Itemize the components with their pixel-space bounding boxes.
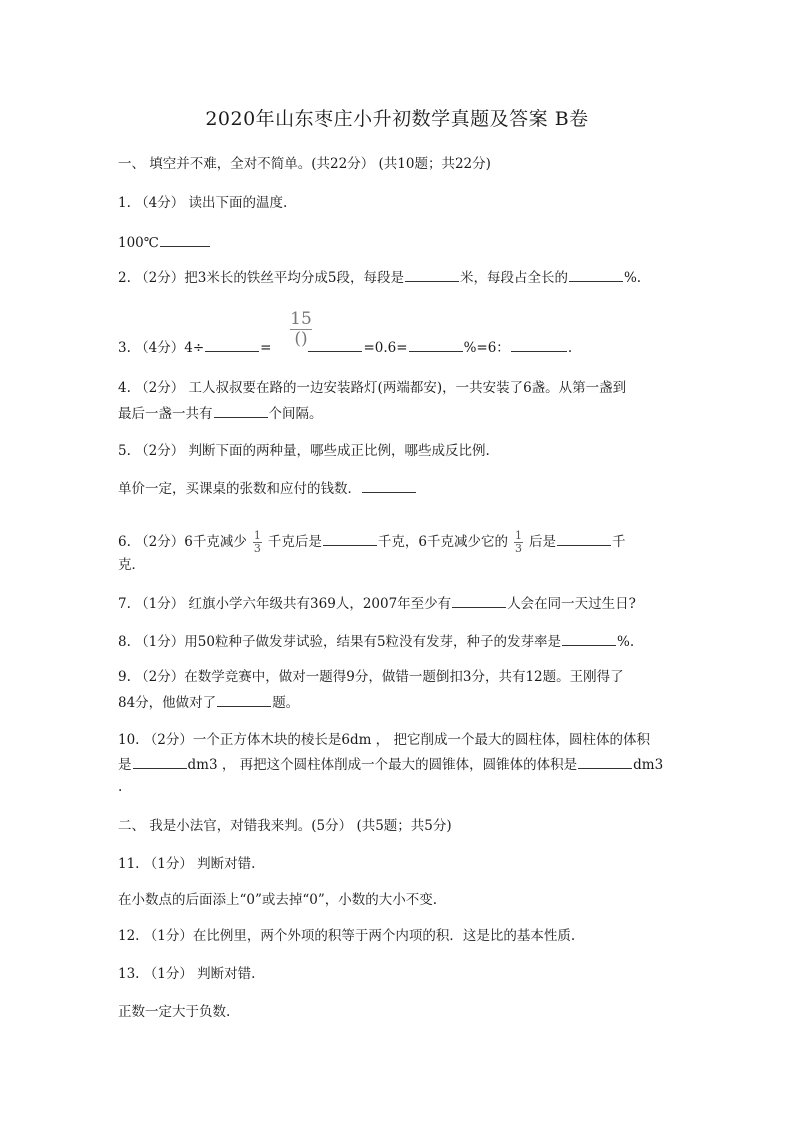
q6-text-c: 千克，6千克减少它的 xyxy=(377,534,508,550)
answer-blank[interactable] xyxy=(409,338,463,352)
answer-blank[interactable] xyxy=(308,338,362,352)
answer-blank[interactable] xyxy=(405,268,459,282)
q6-line1 xyxy=(118,530,625,555)
q4-line1: 4. （2分） 工人叔叔要在路的一边安装路灯(两端都安)，一共安装了6盏。从第一盏到 xyxy=(118,380,627,396)
q7 xyxy=(118,594,636,613)
q10-line2 xyxy=(118,755,663,774)
q6-fraction-2 xyxy=(514,530,523,555)
q1-sub-text: 100℃ xyxy=(118,235,159,251)
answer-blank[interactable] xyxy=(452,594,506,608)
q1-stem: 1. （4分） 读出下面的温度. xyxy=(118,195,288,211)
answer-blank[interactable] xyxy=(323,532,377,546)
q3 xyxy=(118,338,572,357)
q10-line3: . xyxy=(118,779,123,795)
q3-equals: = xyxy=(260,340,272,356)
q10-text-a: 是 xyxy=(118,757,132,773)
q5-sub-text: 单价一定，买课桌的张数和应付的钱数． xyxy=(118,481,361,497)
q11-sub: 在小数点的后面添上“0”或去掉“0”，小数的大小不变. xyxy=(118,892,438,908)
q12-stem: 12. （1分）在比例里，两个外项的积等于两个内项的积．这是比的基本性质. xyxy=(118,928,576,944)
answer-blank[interactable] xyxy=(511,338,567,352)
q2-text-b: 米，每段占全长的 xyxy=(459,270,568,286)
fraction-denominator: 3 xyxy=(514,542,522,555)
fraction-numerator: 15 xyxy=(290,309,312,329)
q9-line1: 9. （2分）在数学竞赛中，做对一题得9分，做错一题倒扣3分，共有12题。王刚得了 xyxy=(118,669,624,685)
fraction-denominator: 3 xyxy=(253,542,261,555)
q6-text-d: 后是 xyxy=(528,534,556,550)
q4-text-a: 最后一盏一共有 xyxy=(118,406,213,422)
answer-blank[interactable] xyxy=(160,233,210,247)
q11-stem: 11. （1分） 判断对错. xyxy=(118,856,256,872)
q10-text-c: dm3 xyxy=(633,757,664,773)
page-title: 2020年山东枣庄小升初数学真题及答案 B卷 xyxy=(205,108,589,130)
q9-text-b: 题。 xyxy=(272,695,300,711)
q8-text-a: 8. （1分）用50粒种子做发芽试验，结果有5粒没有发芽，种子的发芽率是 xyxy=(118,634,562,650)
q10-line1: 10. （2分）一个正方体木块的棱长是6dm ， 把它削成一个最大的圆柱体，圆柱体的体积 xyxy=(118,732,650,748)
q7-text-a: 7. （1分） 红旗小学六年级共有369人，2007年至少有 xyxy=(118,596,452,612)
answer-blank[interactable] xyxy=(578,755,632,769)
q3-text-c: %=6： xyxy=(463,340,510,356)
q4-text-b: 个间隔。 xyxy=(268,406,323,422)
q6-text-a: 6. （2分）6千克减少 xyxy=(118,534,247,550)
q2 xyxy=(118,268,641,287)
q9-text-a: 84分，他做对了 xyxy=(118,695,217,711)
q2-text-a: 2. （2分）把3米长的铁丝平均分成5段，每段是 xyxy=(118,270,404,286)
q7-text-b: 人会在同一天过生日? xyxy=(507,596,636,612)
q8 xyxy=(118,632,634,651)
q6-text-e: 千 xyxy=(611,534,626,550)
q3-text-b: =0.6= xyxy=(363,340,408,356)
q8-text-b: %. xyxy=(617,634,635,650)
section-2-heading: 二、 我是小法官，对错我来判。(5分） (共5题；共5分) xyxy=(118,818,452,834)
q3-text-a: 3. （4分）4÷ xyxy=(118,340,205,356)
q10-text-b: dm3 ， 再把这个圆柱体削成一个最大的圆锥体，圆锥体的体积是 xyxy=(187,757,578,773)
answer-blank[interactable] xyxy=(205,338,259,352)
q5-stem: 5. （2分） 判断下面的两种量，哪些成正比例，哪些成反比例. xyxy=(118,443,490,459)
q5-sub xyxy=(118,479,417,498)
answer-blank[interactable] xyxy=(362,479,416,493)
q6-fraction-1 xyxy=(253,530,262,555)
fraction-numerator: 1 xyxy=(514,529,522,542)
answer-blank[interactable] xyxy=(214,404,268,418)
answer-blank[interactable] xyxy=(133,755,187,769)
q13-stem: 13. （1分） 判断对错. xyxy=(118,966,256,982)
q1-sub xyxy=(118,233,211,252)
answer-blank[interactable] xyxy=(217,693,271,707)
answer-blank[interactable] xyxy=(569,268,623,282)
fraction-numerator: 1 xyxy=(253,529,261,542)
q2-text-c: %. xyxy=(623,270,642,286)
q6-text-b: 千克后是 xyxy=(267,534,322,550)
q4-line2 xyxy=(118,404,323,423)
fraction-denominator: () xyxy=(294,329,308,349)
q6-line2: 克． xyxy=(118,557,145,573)
q13-sub: 正数一定大于负数. xyxy=(118,1004,231,1020)
answer-blank[interactable] xyxy=(562,632,616,646)
answer-blank[interactable] xyxy=(557,532,611,546)
q9-line2 xyxy=(118,693,299,712)
q3-text-d: . xyxy=(567,340,573,356)
section-1-heading: 一、 填空并不难，全对不简单。(共22分） (共10题；共22分) xyxy=(118,156,491,172)
